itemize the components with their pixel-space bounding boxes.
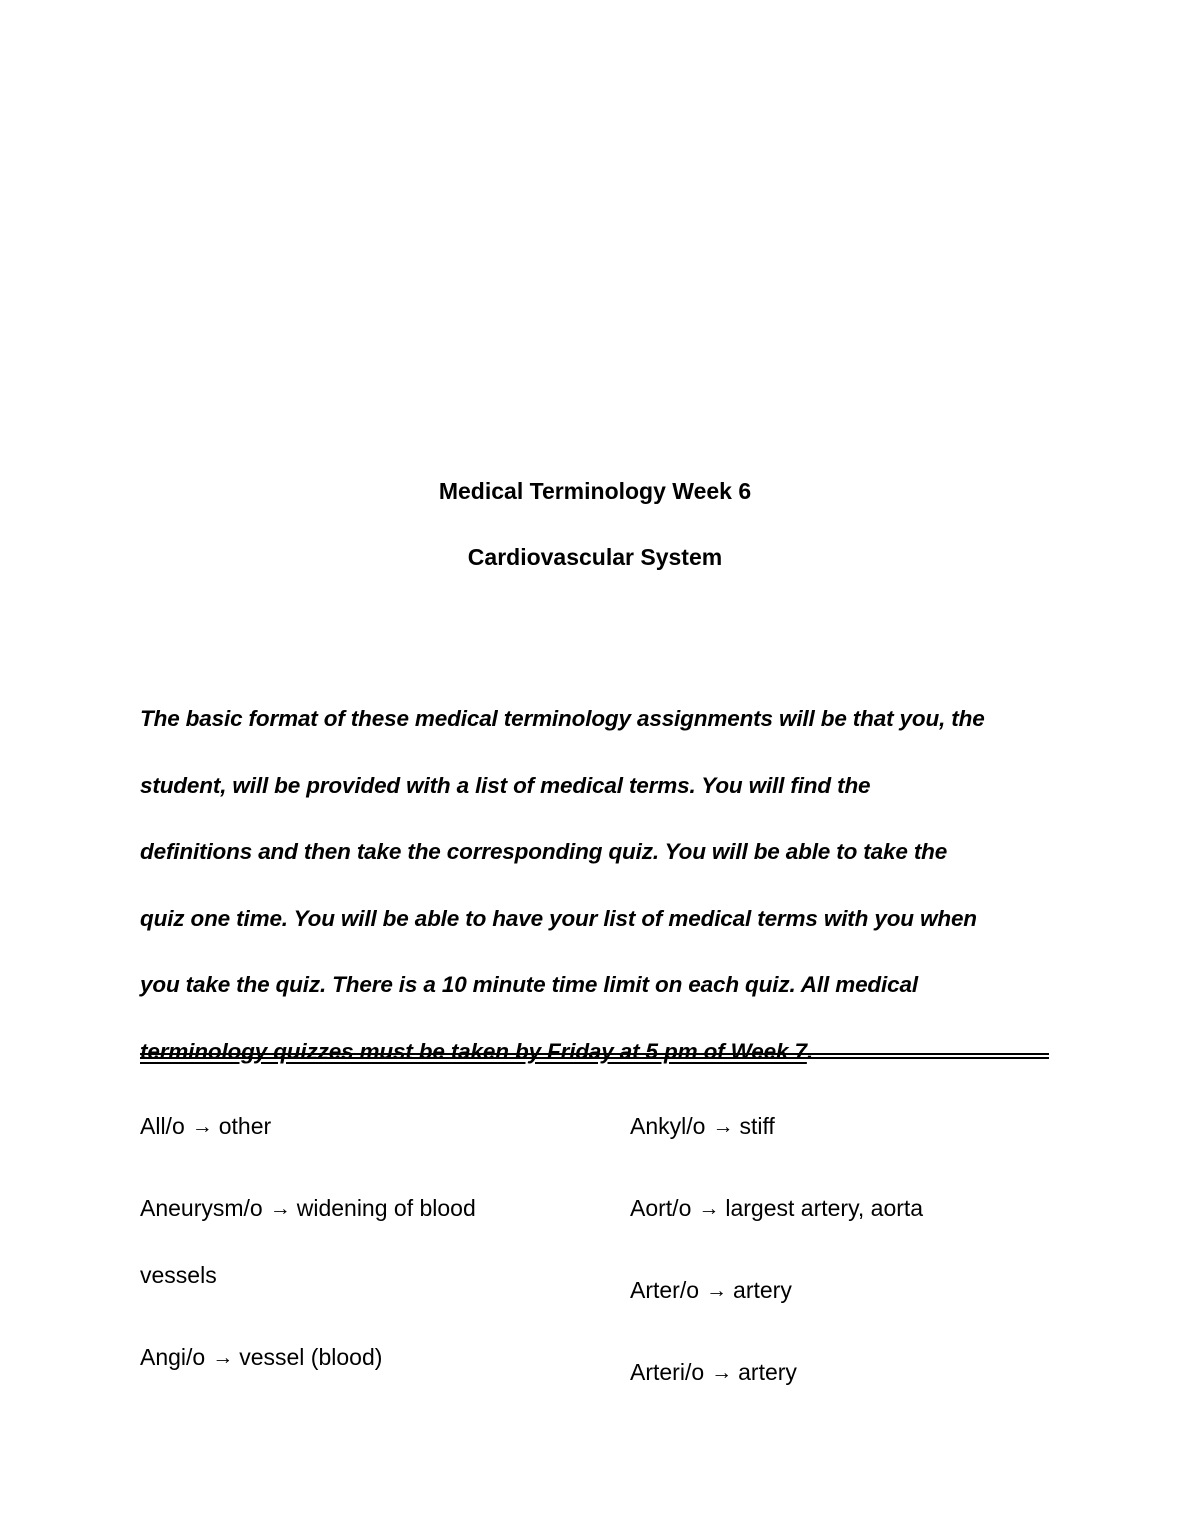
- intro-line: student, will be provided with a list of medical terms. You will find the: [140, 772, 871, 798]
- intro-line: The basic format of these medical terminology assignments will be that you, the: [140, 706, 985, 731]
- term-entry: [630, 1112, 775, 1142]
- term-prefix: Arter/o: [630, 1277, 700, 1303]
- arrow-right-icon: →: [698, 1197, 720, 1220]
- term-prefix: Angi/o: [140, 1344, 206, 1370]
- term-prefix: Aneurysm/o: [140, 1195, 263, 1221]
- intro-end-period: .: [806, 1038, 813, 1064]
- arrow-right-icon: →: [212, 1346, 234, 1369]
- intro-line: quiz one time. You will be able to have your list of medical terms with you when: [140, 905, 977, 931]
- arrow-right-icon: →: [711, 1361, 733, 1384]
- term-definition: other: [218, 1113, 272, 1139]
- term-definition-continuation: [140, 1261, 217, 1289]
- term-definition: vessel (blood): [239, 1344, 383, 1370]
- page-title: Medical Terminology Week 6: [438, 478, 752, 504]
- term-definition: stiff: [739, 1113, 775, 1139]
- arrow-right-icon: →: [191, 1115, 213, 1138]
- term-prefix: Aort/o: [630, 1195, 692, 1221]
- term-definition: vessels: [140, 1262, 217, 1288]
- term-definition: largest artery, aorta: [725, 1195, 924, 1221]
- term-prefix: All/o: [140, 1113, 185, 1139]
- term-prefix: Ankyl/o: [630, 1113, 706, 1139]
- intro-line: you take the quiz. There is a 10 minute time limit on each quiz. All medical: [140, 972, 918, 998]
- term-entry: [140, 1112, 271, 1142]
- page-subtitle: Cardiovascular System: [467, 544, 723, 570]
- arrow-right-icon: →: [706, 1279, 728, 1302]
- intro-deadline-text: terminology quizzes must be taken by Friday at 5 pm of Week 7: [140, 1038, 807, 1064]
- double-rule-divider: [140, 1053, 1049, 1059]
- arrow-right-icon: →: [269, 1197, 291, 1220]
- arrow-right-icon: →: [712, 1115, 734, 1138]
- term-entry: [140, 1194, 476, 1224]
- term-definition: artery: [738, 1359, 797, 1385]
- term-prefix: Arteri/o: [630, 1359, 705, 1385]
- term-entry: [630, 1358, 797, 1388]
- intro-paragraph: [140, 686, 1055, 1086]
- term-definition: widening of blood: [296, 1195, 476, 1221]
- term-entry: [630, 1276, 792, 1306]
- term-definition: artery: [733, 1277, 792, 1303]
- term-entry: [140, 1343, 382, 1373]
- intro-line: definitions and then take the corresponding quiz. You will be able to take the: [140, 839, 948, 865]
- term-entry: [630, 1194, 923, 1224]
